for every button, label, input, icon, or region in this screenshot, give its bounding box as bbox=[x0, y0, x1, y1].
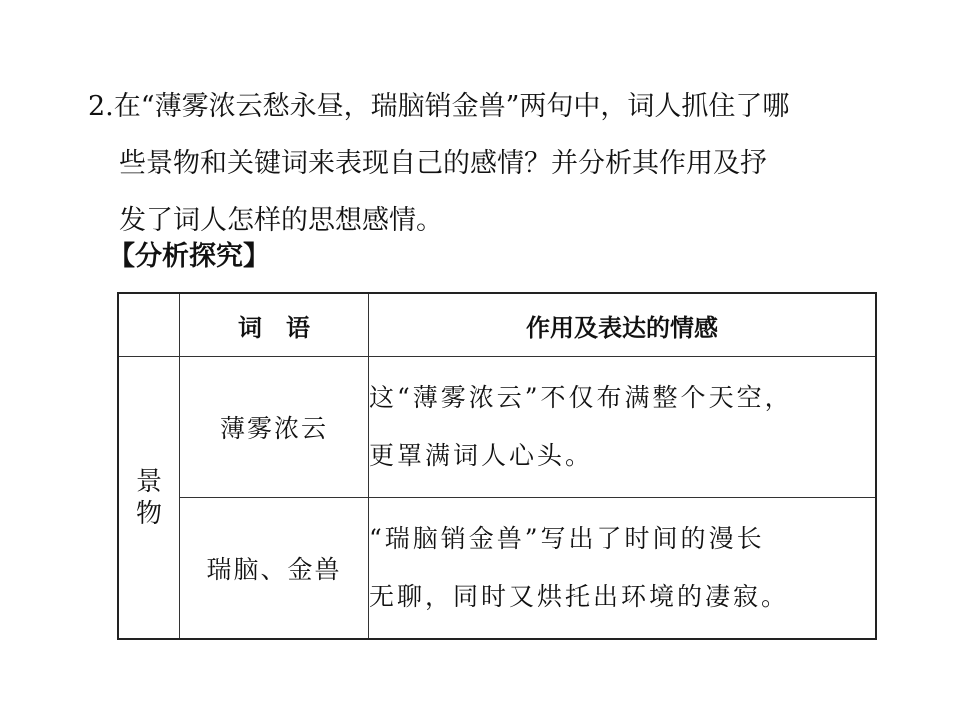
category-label: 景物 bbox=[135, 466, 162, 529]
section-title: 【分析探究】 bbox=[108, 241, 270, 272]
effect-line: 更罩满词人心头。 bbox=[369, 440, 594, 470]
effect-line: 无聊，同时又烘托出环境的凄寂。 bbox=[369, 581, 790, 611]
effect-cell bbox=[369, 357, 877, 498]
table-row bbox=[118, 357, 876, 498]
header-blank bbox=[118, 293, 180, 357]
question bbox=[88, 78, 888, 249]
question-line: 发了词人怎样的思想感情。 bbox=[119, 205, 443, 236]
category-cell bbox=[118, 357, 180, 640]
word-cell: 瑞脑、金兽 bbox=[180, 497, 369, 639]
header-word: 词 语 bbox=[180, 293, 369, 357]
question-line: 2.在“薄雾浓云愁永昼，瑞脑销金兽”两句中，词人抓住了哪 bbox=[88, 91, 790, 122]
effect-cell bbox=[369, 497, 877, 639]
table-row bbox=[118, 497, 876, 639]
analysis-table bbox=[117, 292, 877, 640]
effect-line: 这“薄雾浓云”不仅布满整个天空， bbox=[369, 382, 793, 412]
table-header-row bbox=[118, 293, 876, 357]
header-effect: 作用及表达的情感 bbox=[369, 293, 877, 357]
word-cell: 薄雾浓云 bbox=[180, 357, 369, 498]
question-line: 些景物和关键词来表现自己的感情？并分析其作用及抒 bbox=[119, 148, 767, 179]
effect-line: “瑞脑销金兽”写出了时间的漫长 bbox=[369, 523, 765, 553]
